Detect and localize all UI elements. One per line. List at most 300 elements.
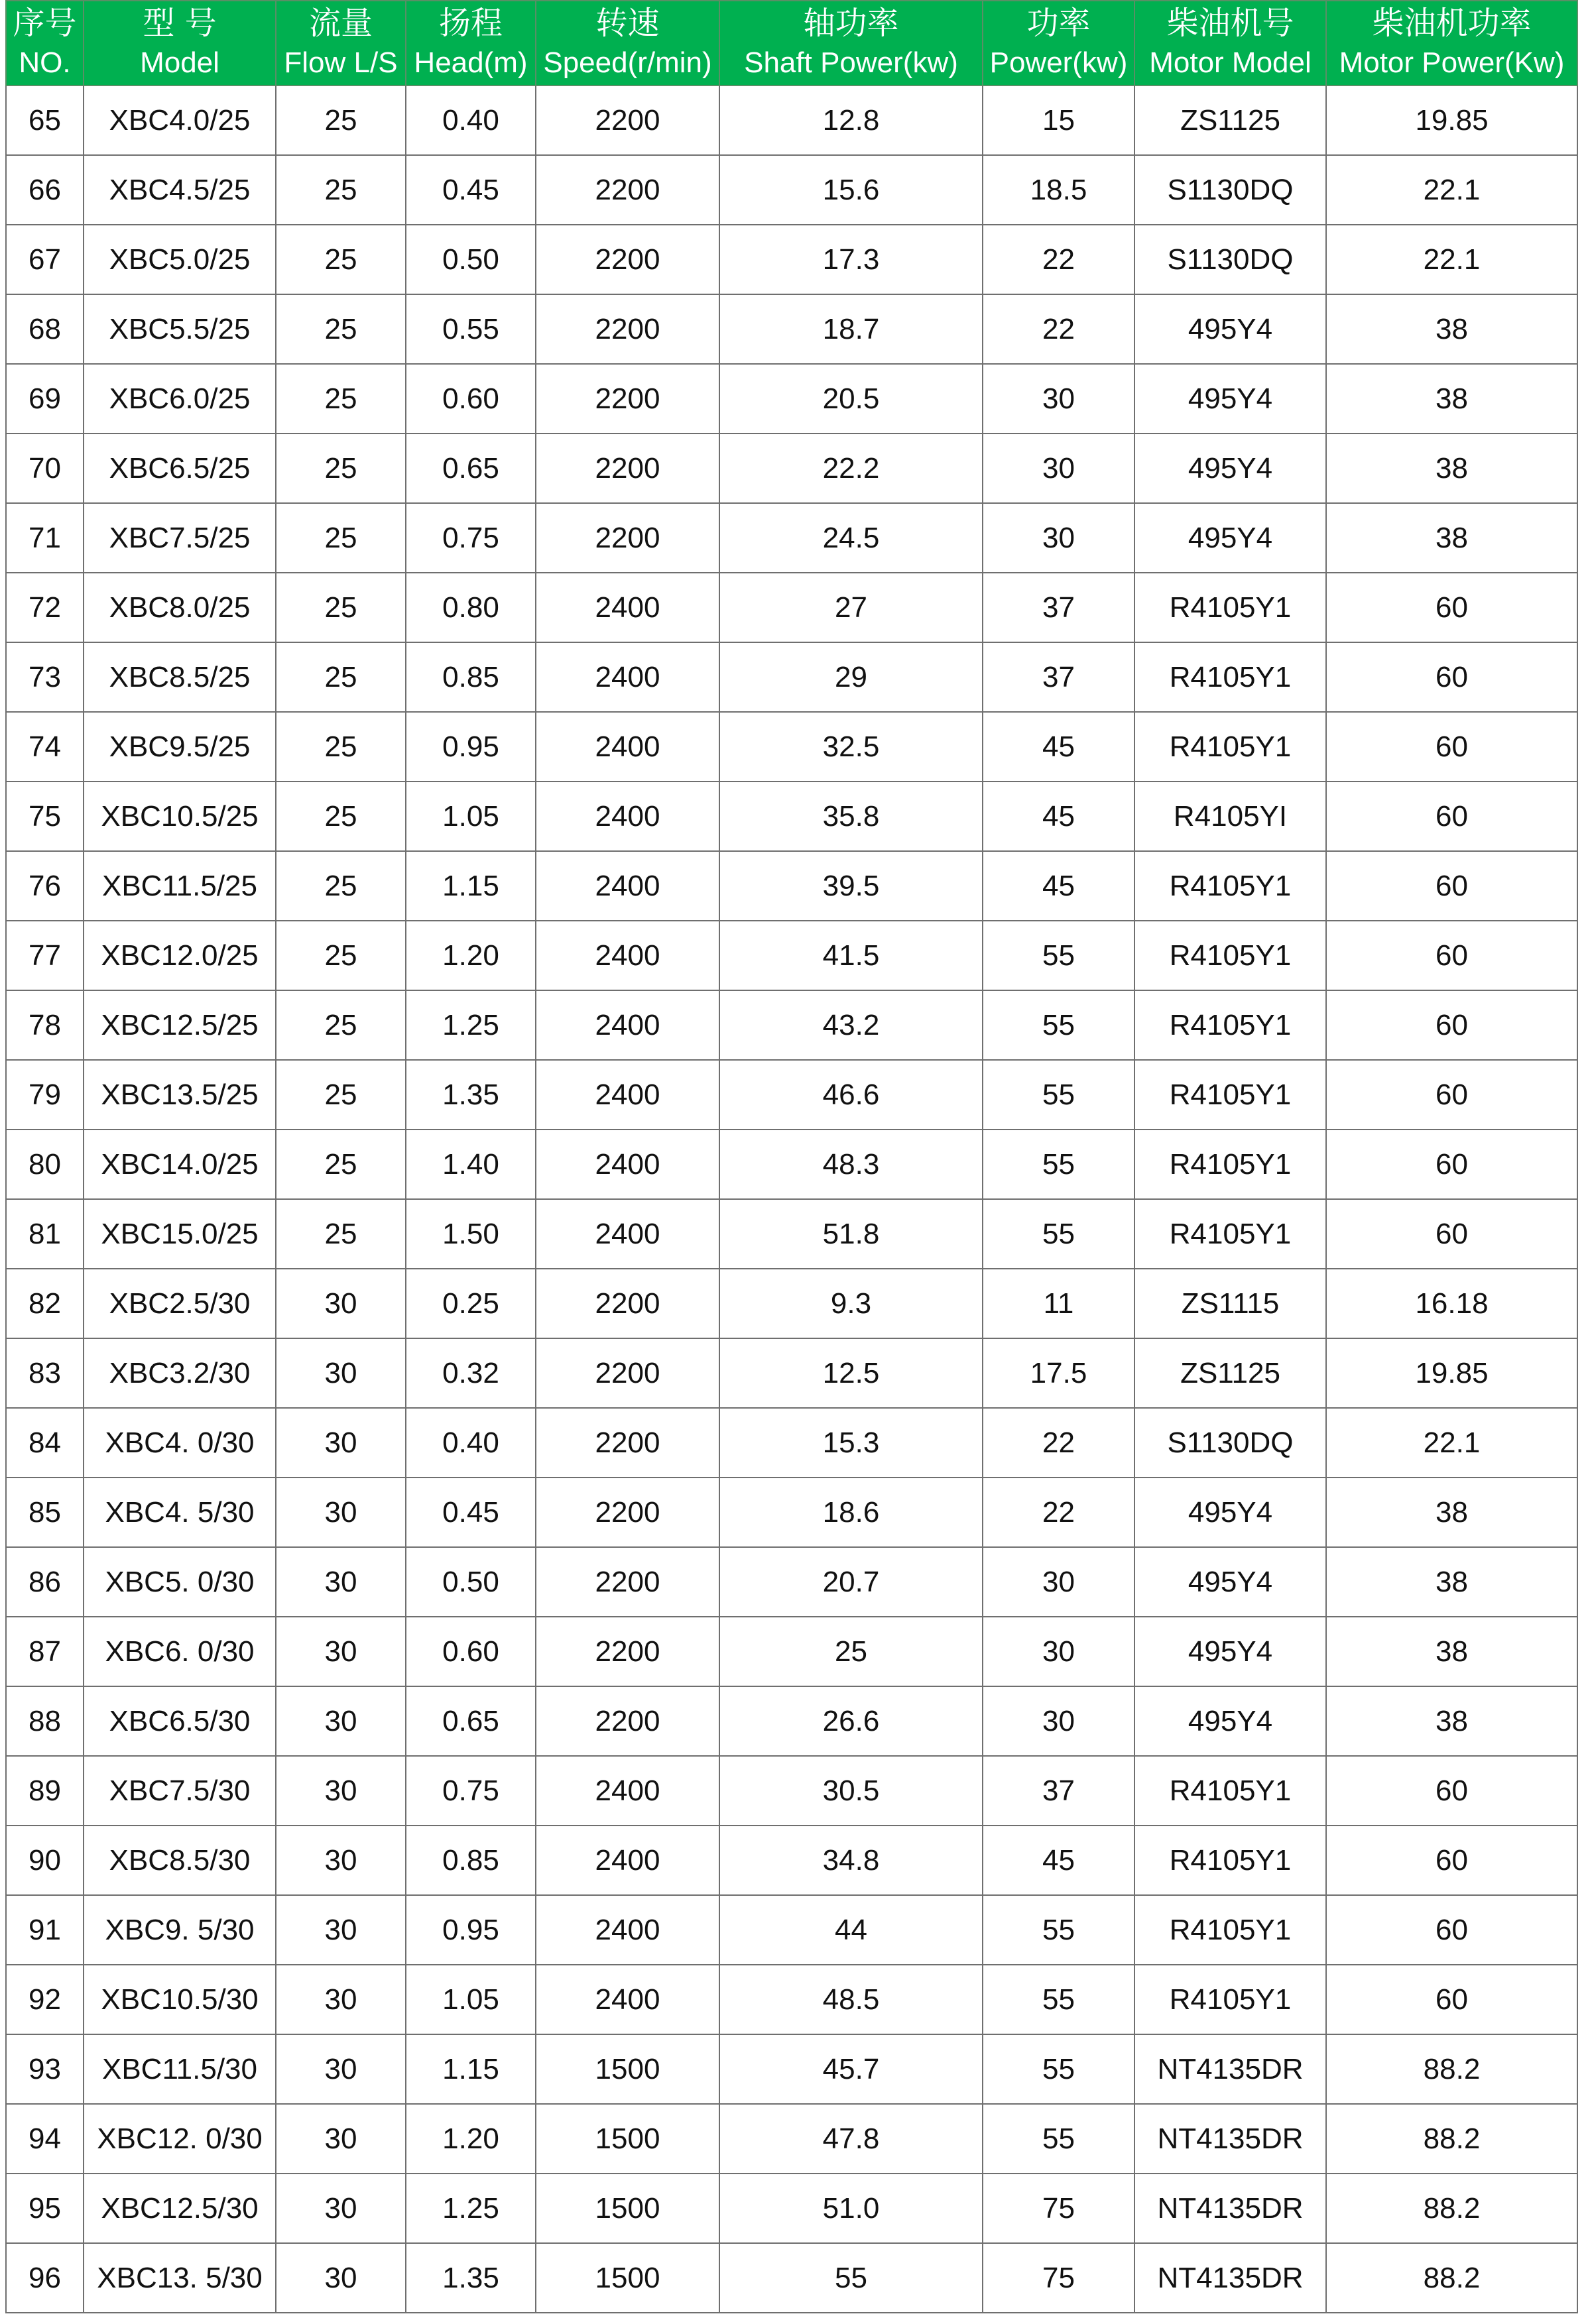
cell-shaft-power: 55 <box>719 2243 983 2313</box>
cell-motor-power: 60 <box>1326 782 1577 851</box>
cell-speed: 2400 <box>536 1895 719 1965</box>
cell-motor-power: 60 <box>1326 573 1577 642</box>
cell-speed: 2200 <box>536 294 719 364</box>
cell-shaft-power: 22.2 <box>719 434 983 503</box>
cell-head: 1.35 <box>406 2243 536 2313</box>
table-row <box>6 990 1577 1060</box>
cell-power: 55 <box>983 921 1134 990</box>
cell-shaft-power: 48.3 <box>719 1130 983 1199</box>
cell-no: 70 <box>6 434 84 503</box>
cell-head: 0.80 <box>406 573 536 642</box>
cell-no: 73 <box>6 642 84 712</box>
cell-model: XBC10.5/30 <box>84 1965 276 2034</box>
cell-motor-power: 38 <box>1326 1478 1577 1547</box>
header-speed-en: Speed(r/min) <box>543 46 712 79</box>
cell-power: 30 <box>983 1547 1134 1617</box>
cell-no: 76 <box>6 851 84 921</box>
table-row <box>6 851 1577 921</box>
cell-power: 45 <box>983 782 1134 851</box>
cell-speed: 2200 <box>536 434 719 503</box>
cell-motor-model: R4105Y1 <box>1134 990 1326 1060</box>
cell-motor-model: S1130DQ <box>1134 1408 1326 1478</box>
table-row <box>6 1199 1577 1269</box>
cell-head: 0.45 <box>406 1478 536 1547</box>
cell-no: 82 <box>6 1269 84 1338</box>
cell-head: 1.40 <box>406 1130 536 1199</box>
cell-power: 22 <box>983 1478 1134 1547</box>
cell-speed: 1500 <box>536 2104 719 2174</box>
cell-motor-model: 495Y4 <box>1134 1617 1326 1686</box>
cell-model: XBC12.0/25 <box>84 921 276 990</box>
cell-model: XBC11.5/30 <box>84 2034 276 2104</box>
cell-speed: 1500 <box>536 2174 719 2243</box>
cell-motor-model: NT4135DR <box>1134 2034 1326 2104</box>
cell-model: XBC15.0/25 <box>84 1199 276 1269</box>
cell-head: 0.95 <box>406 712 536 782</box>
table-body <box>6 86 1577 2313</box>
cell-shaft-power: 34.8 <box>719 1826 983 1895</box>
cell-model: XBC12. 0/30 <box>84 2104 276 2174</box>
cell-shaft-power: 29 <box>719 642 983 712</box>
header-head-en: Head(m) <box>414 46 528 79</box>
cell-flow: 25 <box>276 990 406 1060</box>
table-row <box>6 2243 1577 2313</box>
cell-speed: 2200 <box>536 86 719 155</box>
cell-shaft-power: 43.2 <box>719 990 983 1060</box>
cell-motor-model: R4105Y1 <box>1134 1199 1326 1269</box>
header-no-en: NO. <box>19 46 71 79</box>
cell-no: 89 <box>6 1756 84 1826</box>
cell-motor-model: R4105Y1 <box>1134 1130 1326 1199</box>
cell-power: 75 <box>983 2243 1134 2313</box>
header-flow <box>276 1 406 86</box>
header-power <box>983 1 1134 86</box>
cell-motor-power: 88.2 <box>1326 2104 1577 2174</box>
cell-flow: 25 <box>276 642 406 712</box>
cell-power: 55 <box>983 1060 1134 1130</box>
cell-no: 94 <box>6 2104 84 2174</box>
header-flow-cn: 流量 <box>308 5 373 42</box>
cell-no: 78 <box>6 990 84 1060</box>
table-row <box>6 225 1577 294</box>
header-head-cn: 扬程 <box>438 5 503 42</box>
cell-flow: 30 <box>276 2243 406 2313</box>
cell-motor-model: 495Y4 <box>1134 294 1326 364</box>
cell-motor-model: NT4135DR <box>1134 2174 1326 2243</box>
table-row <box>6 1130 1577 1199</box>
cell-motor-power: 60 <box>1326 1130 1577 1199</box>
cell-model: XBC7.5/30 <box>84 1756 276 1826</box>
cell-flow: 30 <box>276 1478 406 1547</box>
cell-no: 91 <box>6 1895 84 1965</box>
cell-head: 0.75 <box>406 503 536 573</box>
cell-speed: 2400 <box>536 642 719 712</box>
cell-shaft-power: 32.5 <box>719 712 983 782</box>
cell-no: 67 <box>6 225 84 294</box>
cell-speed: 1500 <box>536 2034 719 2104</box>
cell-motor-power: 22.1 <box>1326 155 1577 225</box>
cell-flow: 30 <box>276 1617 406 1686</box>
cell-head: 0.40 <box>406 86 536 155</box>
cell-motor-model: 495Y4 <box>1134 1686 1326 1756</box>
cell-head: 0.45 <box>406 155 536 225</box>
cell-shaft-power: 26.6 <box>719 1686 983 1756</box>
cell-motor-power: 38 <box>1326 294 1577 364</box>
cell-shaft-power: 12.5 <box>719 1338 983 1408</box>
cell-motor-power: 60 <box>1326 1965 1577 2034</box>
cell-flow: 25 <box>276 782 406 851</box>
table-row <box>6 1338 1577 1408</box>
cell-model: XBC9. 5/30 <box>84 1895 276 1965</box>
cell-power: 55 <box>983 1130 1134 1199</box>
cell-flow: 25 <box>276 364 406 434</box>
cell-speed: 2200 <box>536 155 719 225</box>
cell-flow: 25 <box>276 1060 406 1130</box>
cell-flow: 25 <box>276 434 406 503</box>
cell-speed: 2200 <box>536 1478 719 1547</box>
table-row <box>6 573 1577 642</box>
cell-flow: 30 <box>276 1686 406 1756</box>
cell-head: 1.05 <box>406 782 536 851</box>
cell-flow: 30 <box>276 2174 406 2243</box>
cell-model: XBC4. 0/30 <box>84 1408 276 1478</box>
cell-power: 22 <box>983 294 1134 364</box>
table-row <box>6 1686 1577 1756</box>
cell-flow: 30 <box>276 2104 406 2174</box>
table-row <box>6 364 1577 434</box>
cell-power: 55 <box>983 1965 1134 2034</box>
cell-speed: 2400 <box>536 712 719 782</box>
cell-model: XBC12.5/25 <box>84 990 276 1060</box>
cell-head: 1.20 <box>406 921 536 990</box>
cell-power: 17.5 <box>983 1338 1134 1408</box>
cell-model: XBC11.5/25 <box>84 851 276 921</box>
header-power-cn: 功率 <box>1026 5 1091 42</box>
cell-power: 75 <box>983 2174 1134 2243</box>
table-row <box>6 1965 1577 2034</box>
cell-speed: 2200 <box>536 1686 719 1756</box>
cell-motor-model: R4105Y1 <box>1134 1965 1326 2034</box>
cell-motor-power: 60 <box>1326 1199 1577 1269</box>
header-model-cn: 型 号 <box>143 5 217 42</box>
cell-motor-power: 60 <box>1326 990 1577 1060</box>
table-row <box>6 1060 1577 1130</box>
cell-head: 0.60 <box>406 364 536 434</box>
cell-power: 30 <box>983 434 1134 503</box>
cell-flow: 25 <box>276 225 406 294</box>
cell-power: 37 <box>983 1756 1134 1826</box>
header-no <box>6 1 84 86</box>
table-row <box>6 2174 1577 2243</box>
cell-head: 0.50 <box>406 1547 536 1617</box>
cell-speed: 2400 <box>536 1130 719 1199</box>
cell-motor-model: R4105Y1 <box>1134 1826 1326 1895</box>
cell-no: 81 <box>6 1199 84 1269</box>
cell-model: XBC5.0/25 <box>84 225 276 294</box>
header-shaft-power-cn: 轴功率 <box>803 5 899 42</box>
cell-no: 88 <box>6 1686 84 1756</box>
cell-flow: 30 <box>276 1338 406 1408</box>
cell-motor-model: R4105Y1 <box>1134 851 1326 921</box>
cell-model: XBC5.5/25 <box>84 294 276 364</box>
cell-head: 0.40 <box>406 1408 536 1478</box>
header-shaft-power-en: Shaft Power(kw) <box>744 46 958 79</box>
cell-motor-model: 495Y4 <box>1134 434 1326 503</box>
cell-power: 30 <box>983 1617 1134 1686</box>
cell-flow: 30 <box>276 1756 406 1826</box>
cell-no: 86 <box>6 1547 84 1617</box>
cell-no: 92 <box>6 1965 84 2034</box>
cell-model: XBC13.5/25 <box>84 1060 276 1130</box>
cell-shaft-power: 30.5 <box>719 1756 983 1826</box>
header-shaft-power <box>719 1 983 86</box>
cell-power: 22 <box>983 225 1134 294</box>
cell-shaft-power: 12.8 <box>719 86 983 155</box>
cell-head: 1.50 <box>406 1199 536 1269</box>
cell-flow: 25 <box>276 503 406 573</box>
cell-model: XBC13. 5/30 <box>84 2243 276 2313</box>
cell-motor-model: 495Y4 <box>1134 1547 1326 1617</box>
cell-motor-model: 495Y4 <box>1134 1478 1326 1547</box>
cell-head: 0.25 <box>406 1269 536 1338</box>
cell-motor-power: 16.18 <box>1326 1269 1577 1338</box>
cell-power: 55 <box>983 2034 1134 2104</box>
cell-model: XBC6.5/25 <box>84 434 276 503</box>
cell-no: 77 <box>6 921 84 990</box>
cell-no: 79 <box>6 1060 84 1130</box>
cell-speed: 2400 <box>536 1826 719 1895</box>
table-row <box>6 1269 1577 1338</box>
cell-model: XBC10.5/25 <box>84 782 276 851</box>
cell-speed: 2400 <box>536 1756 719 1826</box>
cell-motor-power: 60 <box>1326 851 1577 921</box>
table-row <box>6 782 1577 851</box>
cell-motor-power: 60 <box>1326 712 1577 782</box>
header-row <box>6 1 1577 86</box>
table-row <box>6 2034 1577 2104</box>
table-row <box>6 1826 1577 1895</box>
header-flow-en: Flow L/S <box>284 46 398 79</box>
cell-model: XBC4.5/25 <box>84 155 276 225</box>
cell-shaft-power: 9.3 <box>719 1269 983 1338</box>
cell-motor-model: S1130DQ <box>1134 155 1326 225</box>
cell-power: 18.5 <box>983 155 1134 225</box>
cell-no: 90 <box>6 1826 84 1895</box>
cell-power: 15 <box>983 86 1134 155</box>
cell-motor-power: 38 <box>1326 1617 1577 1686</box>
cell-speed: 2400 <box>536 990 719 1060</box>
cell-motor-model: S1130DQ <box>1134 225 1326 294</box>
cell-power: 55 <box>983 990 1134 1060</box>
cell-motor-model: R4105Y1 <box>1134 1756 1326 1826</box>
cell-no: 96 <box>6 2243 84 2313</box>
table-header <box>6 1 1577 86</box>
cell-speed: 2200 <box>536 364 719 434</box>
cell-flow: 25 <box>276 573 406 642</box>
cell-flow: 30 <box>276 2034 406 2104</box>
cell-motor-power: 22.1 <box>1326 225 1577 294</box>
cell-flow: 25 <box>276 851 406 921</box>
cell-shaft-power: 48.5 <box>719 1965 983 2034</box>
table-row <box>6 921 1577 990</box>
cell-flow: 30 <box>276 1547 406 1617</box>
cell-shaft-power: 20.5 <box>719 364 983 434</box>
cell-power: 30 <box>983 503 1134 573</box>
cell-flow: 30 <box>276 1408 406 1478</box>
cell-power: 45 <box>983 1826 1134 1895</box>
cell-head: 1.20 <box>406 2104 536 2174</box>
header-model <box>84 1 276 86</box>
cell-flow: 30 <box>276 1895 406 1965</box>
table-row <box>6 2104 1577 2174</box>
cell-no: 87 <box>6 1617 84 1686</box>
cell-motor-power: 38 <box>1326 503 1577 573</box>
cell-head: 0.60 <box>406 1617 536 1686</box>
cell-motor-power: 60 <box>1326 1895 1577 1965</box>
cell-power: 45 <box>983 712 1134 782</box>
cell-model: XBC7.5/25 <box>84 503 276 573</box>
cell-shaft-power: 15.6 <box>719 155 983 225</box>
cell-shaft-power: 44 <box>719 1895 983 1965</box>
cell-motor-model: NT4135DR <box>1134 2243 1326 2313</box>
cell-flow: 25 <box>276 921 406 990</box>
cell-shaft-power: 39.5 <box>719 851 983 921</box>
cell-shaft-power: 17.3 <box>719 225 983 294</box>
cell-model: XBC6.5/30 <box>84 1686 276 1756</box>
cell-speed: 2400 <box>536 782 719 851</box>
cell-model: XBC9.5/25 <box>84 712 276 782</box>
table-row <box>6 1408 1577 1478</box>
cell-head: 1.15 <box>406 2034 536 2104</box>
cell-model: XBC14.0/25 <box>84 1130 276 1199</box>
cell-no: 65 <box>6 86 84 155</box>
table-row <box>6 1478 1577 1547</box>
cell-flow: 25 <box>276 712 406 782</box>
header-motor-power <box>1326 1 1577 86</box>
table-row <box>6 1617 1577 1686</box>
cell-motor-power: 38 <box>1326 434 1577 503</box>
cell-speed: 2400 <box>536 1965 719 2034</box>
cell-head: 0.85 <box>406 642 536 712</box>
cell-motor-power: 60 <box>1326 642 1577 712</box>
cell-flow: 25 <box>276 155 406 225</box>
cell-no: 85 <box>6 1478 84 1547</box>
cell-motor-model: 495Y4 <box>1134 364 1326 434</box>
cell-speed: 2200 <box>536 1338 719 1408</box>
table-row <box>6 642 1577 712</box>
header-motor-model-cn: 柴油机号 <box>1166 5 1294 42</box>
header-speed-cn: 转速 <box>595 5 660 42</box>
cell-model: XBC2.5/30 <box>84 1269 276 1338</box>
cell-motor-power: 38 <box>1326 1686 1577 1756</box>
cell-power: 30 <box>983 1686 1134 1756</box>
header-motor-power-cn: 柴油机功率 <box>1372 5 1532 42</box>
cell-speed: 2400 <box>536 1060 719 1130</box>
cell-motor-power: 38 <box>1326 1547 1577 1617</box>
table-row <box>6 294 1577 364</box>
cell-shaft-power: 47.8 <box>719 2104 983 2174</box>
cell-shaft-power: 46.6 <box>719 1060 983 1130</box>
table-row <box>6 1547 1577 1617</box>
header-head <box>406 1 536 86</box>
cell-head: 1.05 <box>406 1965 536 2034</box>
cell-speed: 2200 <box>536 1617 719 1686</box>
cell-speed: 2400 <box>536 1199 719 1269</box>
cell-power: 37 <box>983 573 1134 642</box>
table-row <box>6 1756 1577 1826</box>
cell-model: XBC5. 0/30 <box>84 1547 276 1617</box>
cell-no: 95 <box>6 2174 84 2243</box>
cell-power: 30 <box>983 364 1134 434</box>
cell-model: XBC12.5/30 <box>84 2174 276 2243</box>
cell-shaft-power: 51.0 <box>719 2174 983 2243</box>
cell-speed: 2400 <box>536 851 719 921</box>
cell-shaft-power: 24.5 <box>719 503 983 573</box>
cell-head: 0.32 <box>406 1338 536 1408</box>
cell-head: 1.15 <box>406 851 536 921</box>
table-row <box>6 712 1577 782</box>
cell-flow: 30 <box>276 1826 406 1895</box>
cell-shaft-power: 51.8 <box>719 1199 983 1269</box>
cell-shaft-power: 20.7 <box>719 1547 983 1617</box>
header-no-cn: 序号 <box>13 5 77 42</box>
cell-shaft-power: 27 <box>719 573 983 642</box>
header-motor-model-en: Motor Model <box>1149 46 1312 79</box>
cell-no: 93 <box>6 2034 84 2104</box>
cell-model: XBC4. 5/30 <box>84 1478 276 1547</box>
table-row <box>6 86 1577 155</box>
cell-head: 0.95 <box>406 1895 536 1965</box>
cell-speed: 2200 <box>536 1408 719 1478</box>
header-power-en: Power(kw) <box>989 46 1128 79</box>
header-motor-model <box>1134 1 1326 86</box>
cell-model: XBC4.0/25 <box>84 86 276 155</box>
cell-motor-model: ZS1125 <box>1134 86 1326 155</box>
cell-speed: 2400 <box>536 573 719 642</box>
cell-no: 66 <box>6 155 84 225</box>
cell-speed: 1500 <box>536 2243 719 2313</box>
cell-motor-power: 19.85 <box>1326 1338 1577 1408</box>
cell-motor-power: 60 <box>1326 1060 1577 1130</box>
cell-head: 1.35 <box>406 1060 536 1130</box>
cell-shaft-power: 15.3 <box>719 1408 983 1478</box>
cell-motor-model: R4105Y1 <box>1134 921 1326 990</box>
cell-motor-model: R4105Y1 <box>1134 1060 1326 1130</box>
cell-shaft-power: 45.7 <box>719 2034 983 2104</box>
cell-motor-model: R4105Y1 <box>1134 1895 1326 1965</box>
cell-model: XBC3.2/30 <box>84 1338 276 1408</box>
cell-motor-model: 495Y4 <box>1134 503 1326 573</box>
cell-motor-model: ZS1115 <box>1134 1269 1326 1338</box>
cell-model: XBC8.5/30 <box>84 1826 276 1895</box>
cell-model: XBC8.0/25 <box>84 573 276 642</box>
cell-head: 1.25 <box>406 990 536 1060</box>
cell-no: 74 <box>6 712 84 782</box>
table-row <box>6 155 1577 225</box>
pump-spec-table <box>5 0 1578 2313</box>
cell-head: 0.85 <box>406 1826 536 1895</box>
table-row <box>6 503 1577 573</box>
cell-no: 71 <box>6 503 84 573</box>
table-row <box>6 1895 1577 1965</box>
cell-head: 0.65 <box>406 1686 536 1756</box>
cell-speed: 2200 <box>536 1547 719 1617</box>
cell-motor-model: ZS1125 <box>1134 1338 1326 1408</box>
cell-shaft-power: 18.7 <box>719 294 983 364</box>
cell-head: 0.50 <box>406 225 536 294</box>
cell-power: 55 <box>983 1895 1134 1965</box>
cell-flow: 25 <box>276 86 406 155</box>
